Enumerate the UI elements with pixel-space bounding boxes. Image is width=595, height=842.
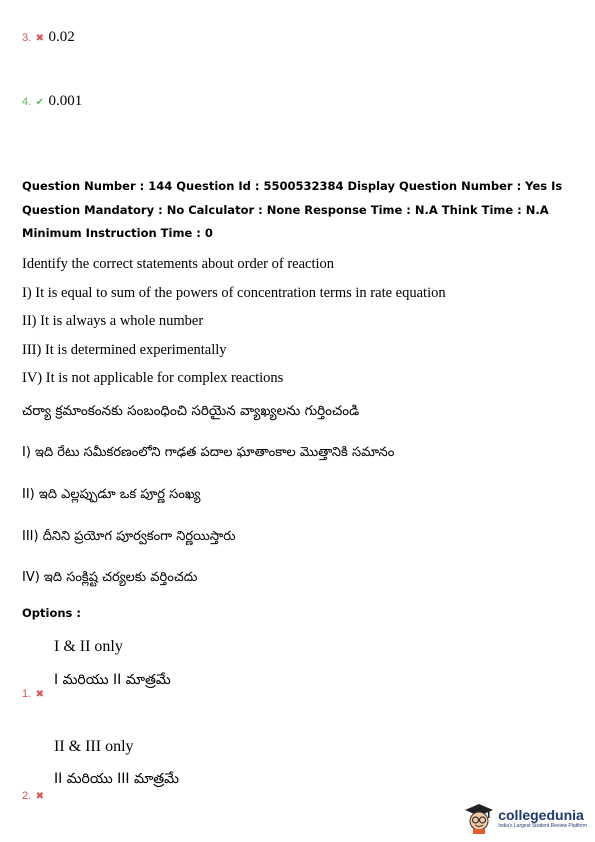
option-number: 1. (22, 688, 32, 700)
question-line-te: II) ఇది ఎల్లప్పుడూ ఒక పూర్ణ సంఖ్య (22, 487, 201, 502)
option-value: 0.02 (48, 29, 75, 45)
option-2-te: II మరియు III మాత్రమే (54, 771, 179, 787)
logo-name: collegedunia (498, 807, 584, 823)
wrong-mark-icon: ✖ (35, 791, 45, 802)
option-number: 4. (22, 96, 32, 108)
question-line-en: II) It is always a whole number (22, 313, 204, 329)
option-number: 3. (22, 32, 32, 44)
option-1-marker (22, 684, 44, 702)
correct-mark-icon: ✔ (35, 97, 45, 108)
prev-option-4 (22, 92, 82, 110)
question-line-te: IV) ఇది సంక్లిష్ట చర్యలకు వర్తించదు (22, 570, 198, 585)
question-line-te: I) ఇది రేటు సమీకరణంలోని గాఢత పదాల ఘాతాంకాల మొత్తానికి సమానం (22, 445, 395, 460)
logo-tagline: India's Largest Student Review Platform (498, 823, 587, 829)
question-line-te: III) దీనిని ప్రయోగ పూర్వకంగా నిర్ణయిస్తారు (22, 529, 236, 544)
option-1-en: I & II only (54, 638, 123, 655)
option-number: 2. (22, 790, 32, 802)
wrong-mark-icon: ✖ (35, 689, 45, 700)
option-2-en: II & III only (54, 738, 134, 755)
option-value: 0.001 (48, 93, 83, 109)
question-line-en: I) It is equal to sum of the powers of concentration terms in rate equation (22, 285, 446, 301)
option-1-te: I మరియు II మాత్రమే (54, 672, 171, 688)
option-2-marker (22, 786, 44, 804)
wrong-mark-icon: ✖ (35, 33, 45, 44)
question-meta: Question Number : 144 Question Id : 5500532384 Display Question Number : Yes Is Question Mandatory : No Calculator : None Response Time : N.A Think Time : N.A Minimum Instruction Time : 0 (22, 179, 563, 240)
question-line-te: చర్యా క్రమాంకంనకు సంబంధించి సరియైన వ్యాఖ్యలను గుర్తించండి (22, 403, 360, 419)
question-line-en: Identify the correct statements about order of reaction (22, 256, 335, 272)
prev-option-3 (22, 28, 75, 46)
question-line-en: III) It is determined experimentally (22, 342, 227, 358)
question-line-en: IV) It is not applicable for complex reactions (22, 370, 284, 386)
collegedunia-logo (464, 802, 587, 834)
options-label: Options : (22, 606, 81, 620)
graduate-mascot-icon (464, 802, 494, 834)
